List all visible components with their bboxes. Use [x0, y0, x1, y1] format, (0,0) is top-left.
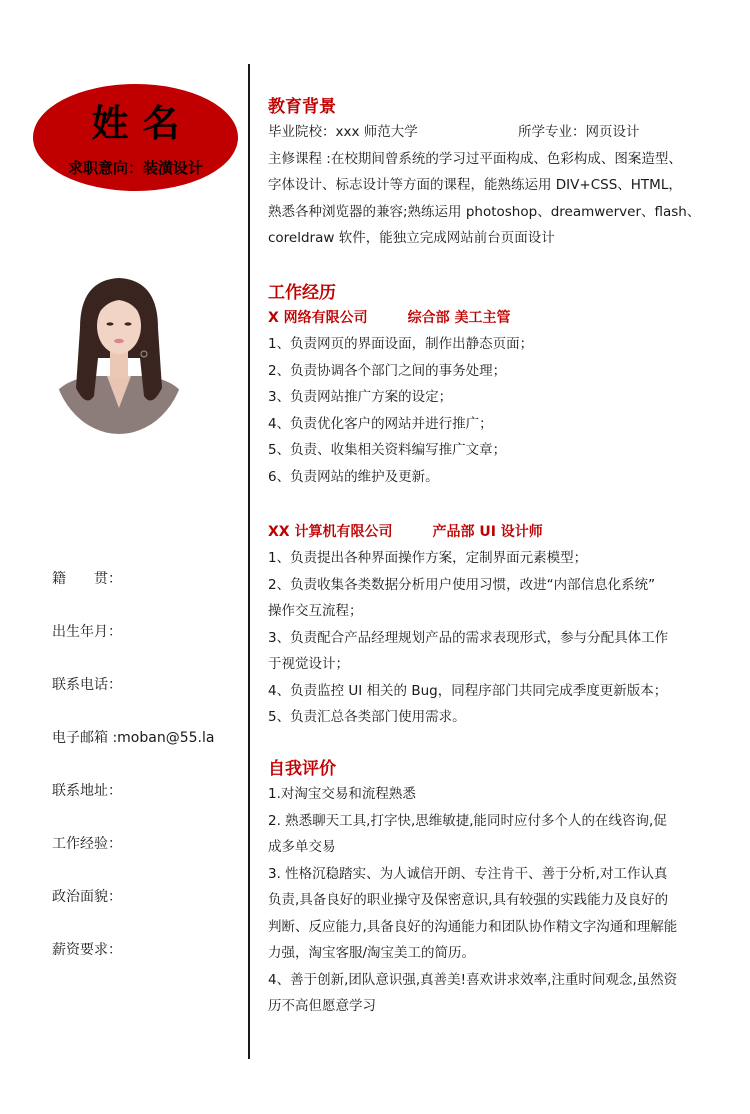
education-courses-line: 字体设计、标志设计等方面的课程，能熟练运用 DIV+CSS、HTML， [268, 177, 682, 193]
info-phone [52, 676, 214, 729]
info-birth-date [52, 623, 214, 676]
self-evaluation-line: 3. 性格沉稳踏实、为人诚信开朗、专注肯干、善于分析,对工作认真 [268, 865, 668, 882]
info-label: 出生年月： [52, 624, 122, 640]
education-school-major-row [268, 119, 700, 146]
job-1-duty: 4、负责优化客户的网站并进行推广； [268, 415, 493, 432]
info-hometown [52, 570, 214, 623]
self-evaluation-line: 负责,具备良好的职业操守及保密意识,具有较强的实践能力及良好的 [268, 892, 669, 908]
personal-info-list [52, 570, 214, 994]
self-evaluation-line: 力强，淘宝客服/淘宝美工的简历。 [268, 945, 476, 961]
left-column [0, 0, 248, 1114]
education-section [268, 95, 700, 252]
self-evaluation-line: 判断、反应能力,具备良好的沟通能力和团队协作精文字沟通和理解能 [268, 918, 678, 935]
job-1-duty: 6、负责网站的维护及更新。 [268, 468, 439, 485]
job-1-company: X 网络有限公司 [268, 310, 368, 326]
job-2-duty: 3、负责配合产品经理规划产品的需求表现形式，参与分配具体工作 [268, 629, 669, 646]
job-1-header [268, 305, 533, 331]
self-evaluation-line: 历不高但愿意学习 [268, 998, 376, 1014]
job-2-header [268, 519, 668, 545]
job-2-duty: 5、负责汇总各类部门使用需求。 [268, 709, 466, 725]
job-2-dept-role: 产品部 UI 设计师 [432, 524, 543, 540]
job-2-duty: 于视觉设计； [268, 656, 349, 672]
job-intent: 求职意向：装潢设计 [67, 159, 203, 177]
info-label: 籍 贯： [52, 571, 122, 587]
info-political-status [52, 888, 214, 941]
job-1-duty: 5、负责、收集相关资料编写推广文章； [268, 442, 507, 458]
education-school: 毕业院校：xxx 师范大学 [268, 124, 418, 140]
job-2-company: XX 计算机有限公司 [268, 524, 393, 540]
job-2-duty: 4、负责监控 UI 相关的 Bug，同程序部门共同完成季度更新版本； [268, 682, 668, 699]
education-title: 教育背景 [268, 97, 336, 117]
info-label: 电子邮箱 : [52, 730, 118, 746]
candidate-name: 姓名 [91, 102, 194, 145]
work-job-2 [268, 519, 668, 731]
education-courses-line: 主修课程 :在校期间曾系统的学习过平面构成、色彩构成、图案造型、 [268, 150, 682, 167]
self-evaluation-section [268, 757, 677, 1020]
work-section [268, 281, 533, 490]
info-label: 联系地址： [52, 783, 122, 799]
job-1-duty: 3、负责网站推广方案的设定； [268, 389, 453, 405]
work-title: 工作经历 [268, 283, 336, 303]
info-address [52, 782, 214, 835]
self-evaluation-line: 4、善于创新,团队意识强,真善美!喜欢讲求效率,注重时间观念,虽然资 [268, 971, 678, 988]
profile-photo [52, 268, 186, 434]
info-experience [52, 835, 214, 888]
info-label: 薪资要求： [52, 942, 122, 958]
job-2-duty: 操作交互流程； [268, 603, 363, 619]
education-major: 所学专业：网页设计 [518, 124, 640, 140]
job-2-duty: 1、负责提出各种界面操作方案，定制界面元素模型； [268, 550, 588, 566]
job-1-duty: 2、负责协调各个部门之间的事务处理； [268, 362, 507, 379]
job-1-duty: 1、负责网页的界面设面，制作出静态页面； [268, 336, 534, 352]
info-value[interactable]: moban@55.la [117, 730, 215, 746]
self-evaluation-line: 成多单交易 [268, 839, 336, 855]
name-oval-badge [33, 84, 238, 191]
info-label: 工作经验： [52, 836, 122, 852]
job-1-dept-role: 综合部 美工主管 [407, 310, 511, 326]
info-email [52, 729, 214, 782]
education-courses-line: coreldraw 软件，能独立完成网站前台页面设计 [268, 230, 555, 246]
info-salary-expectation [52, 941, 214, 994]
education-courses-line: 熟悉各种浏览器的兼容;熟练运用 photoshop、dreamwerver、flash、 [268, 203, 701, 220]
self-evaluation-line: 1.对淘宝交易和流程熟悉 [268, 786, 416, 802]
self-evaluation-title: 自我评价 [268, 759, 336, 779]
self-evaluation-line: 2. 熟悉聊天工具,打字快,思维敏捷,能同时应付多个人的在线咨询,促 [268, 812, 667, 829]
job-2-duty: 2、负责收集各类数据分析用户使用习惯，改进“内部信息化系统” [268, 576, 656, 593]
info-label: 政治面貌： [52, 889, 122, 905]
info-label: 联系电话： [52, 677, 122, 693]
portrait-icon [52, 268, 186, 434]
vertical-divider [248, 64, 250, 1059]
